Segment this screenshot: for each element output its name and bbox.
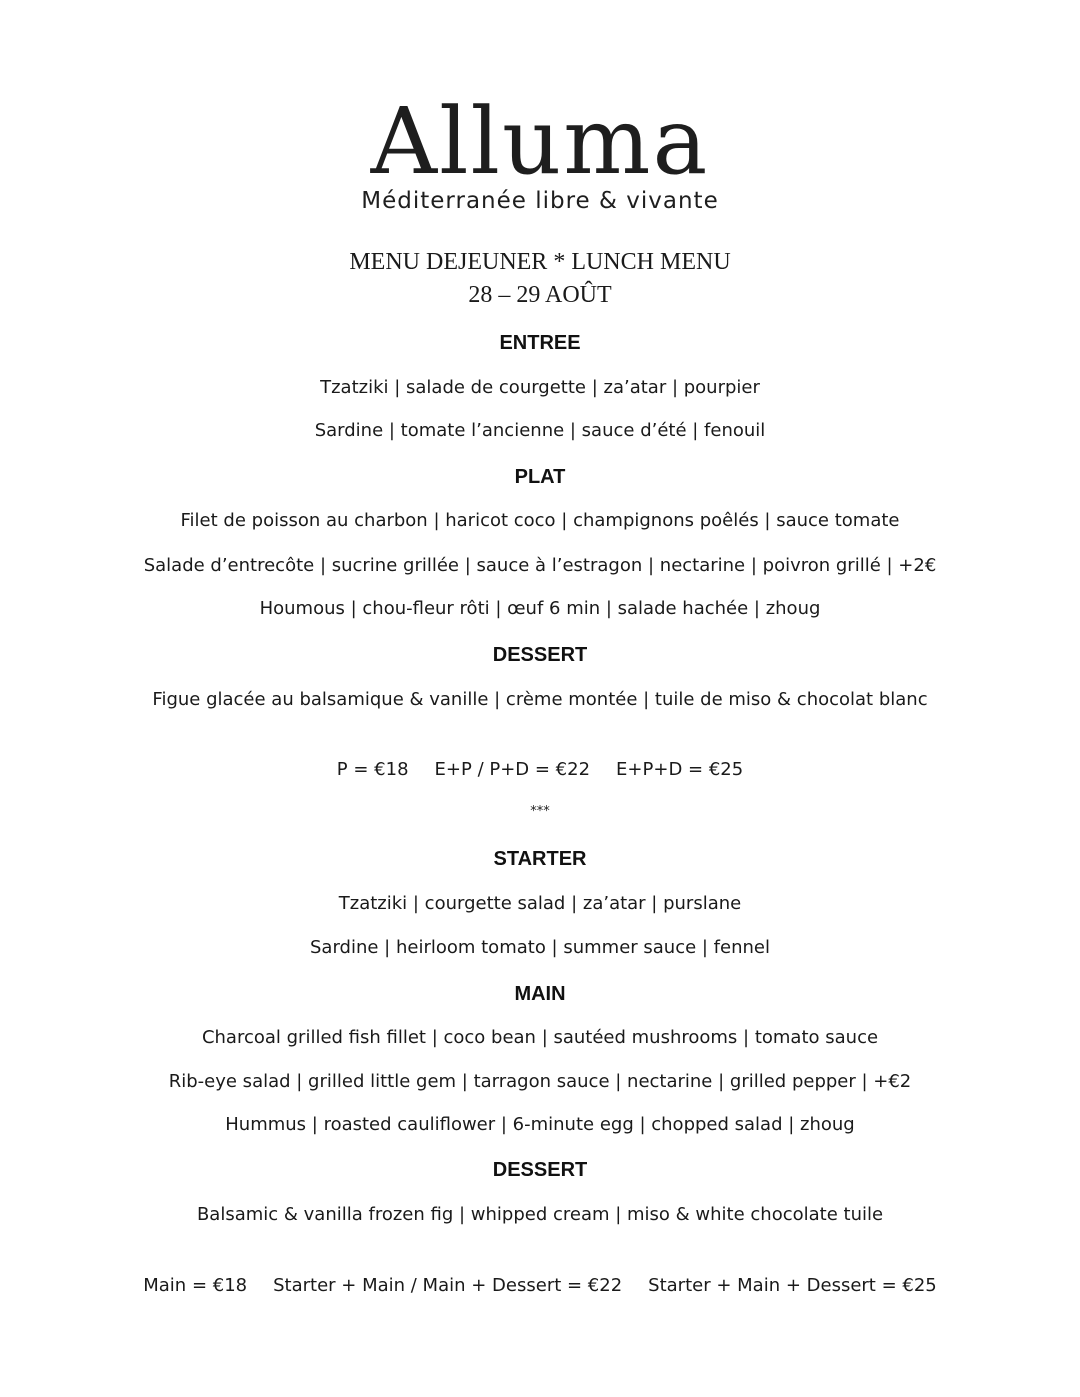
menu-date: 28 – 29 AOÛT: [468, 282, 612, 308]
price-main-en: Main = €18: [143, 1275, 248, 1296]
dish-item: Salade d’entrecôte | sucrine grillée | sauce à l’estragon | nectarine | poivron grillé | +2€: [143, 555, 937, 576]
dish-item: Charcoal grilled fish fillet | coco bean | sautéed mushrooms | tomato sauce: [201, 1027, 879, 1048]
price-two-course-fr: E+P / P+D = €22: [434, 759, 591, 780]
dish-item: Hummus | roasted cauliflower | 6-minute egg | chopped salad | zhoug: [225, 1114, 855, 1135]
section-heading-dessert-en: DESSERT: [492, 1159, 588, 1181]
price-three-course-fr: E+P+D = €25: [616, 759, 744, 780]
dish-item: Sardine | tomate l’ancienne | sauce d’été | fenouil: [314, 420, 766, 441]
price-line-fr: [0, 756, 1080, 784]
dish-item: Rib-eye salad | grilled little gem | tarragon sauce | nectarine | grilled pepper | +€2: [168, 1071, 912, 1092]
price-three-course-en: Starter + Main + Dessert = €25: [648, 1275, 937, 1296]
restaurant-logo: Alluma: [370, 88, 710, 195]
section-heading-plat: PLAT: [514, 466, 566, 488]
section-heading-dessert-fr: DESSERT: [492, 644, 588, 666]
section-heading-main: MAIN: [514, 983, 566, 1005]
section-heading-starter: STARTER: [493, 848, 587, 870]
menu-title: MENU DEJEUNER * LUNCH MENU: [349, 249, 731, 275]
dish-item: Houmous | chou-fleur rôti | œuf 6 min | salade hachée | zhoug: [259, 598, 821, 619]
price-two-course-en: Starter + Main / Main + Dessert = €22: [273, 1275, 623, 1296]
dish-item: Tzatziki | salade de courgette | za’atar | pourpier: [320, 377, 760, 398]
price-line-en: [0, 1272, 1080, 1300]
price-main-fr: P = €18: [336, 759, 409, 780]
section-heading-entree: ENTREE: [499, 332, 581, 354]
section-separator: ***: [530, 804, 550, 819]
restaurant-tagline: Méditerranée libre & vivante: [361, 188, 719, 214]
dish-item: Balsamic & vanilla frozen fig | whipped cream | miso & white chocolate tuile: [196, 1204, 884, 1225]
dish-item: Tzatziki | courgette salad | za’atar | purslane: [338, 893, 742, 914]
dish-item: Sardine | heirloom tomato | summer sauce | fennel: [310, 937, 770, 958]
dish-item: Filet de poisson au charbon | haricot coco | champignons poêlés | sauce tomate: [180, 510, 900, 531]
dish-item: Figue glacée au balsamique & vanille | crème montée | tuile de miso & chocolat blanc: [152, 689, 928, 710]
